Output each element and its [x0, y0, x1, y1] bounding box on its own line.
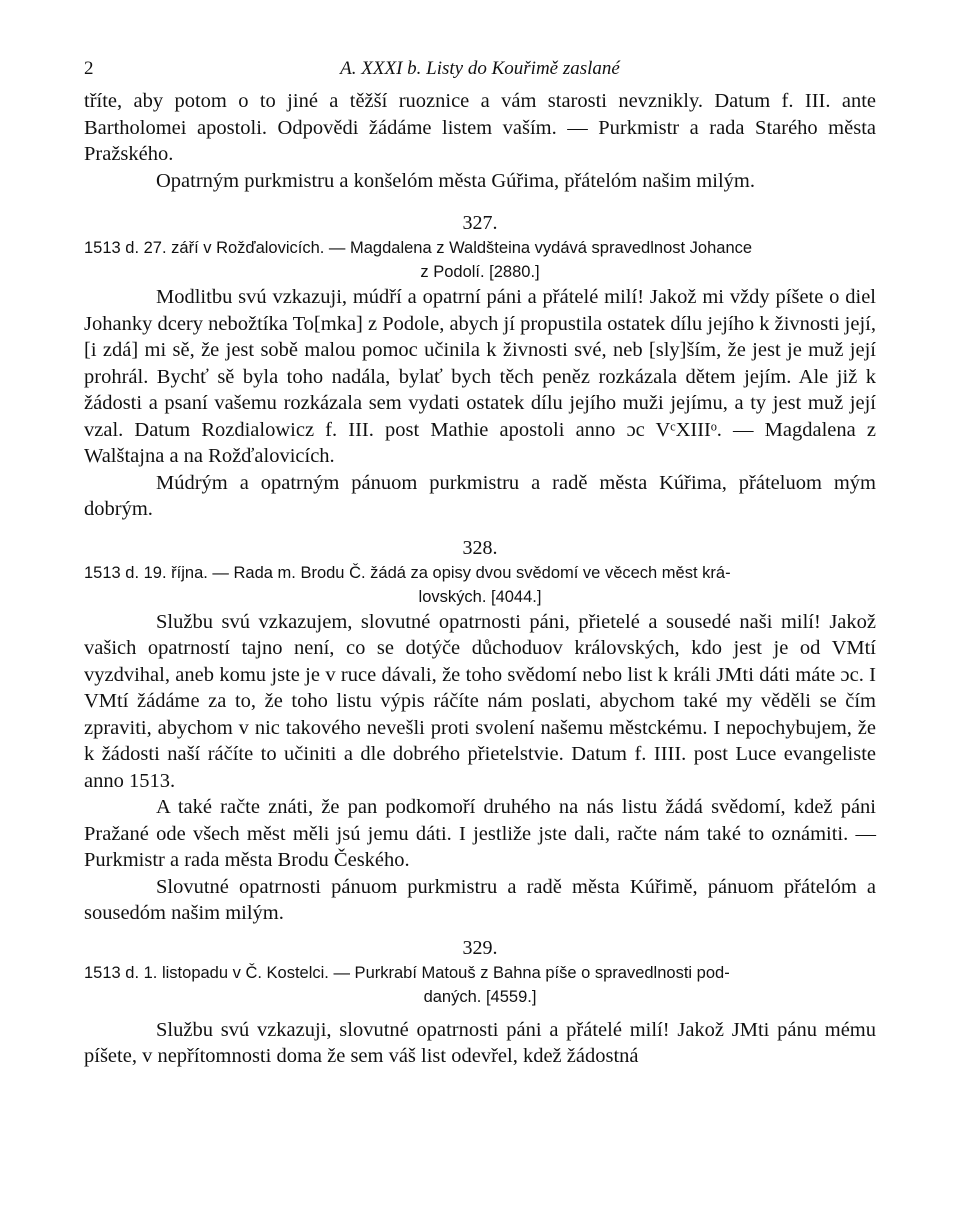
page-number: 2 — [84, 58, 94, 79]
regest-line: 1513 d. 19. října. — Rada m. Brodu Č. žádá za opisy dvou svědomí ve věcech měst krá- — [84, 563, 731, 582]
document-328 — [84, 535, 876, 927]
document-number: 328. — [462, 536, 498, 559]
document-paragraph: A také račte znáti, že pan podkomoří druhého na nás listu žádá svědomí, kdež páni Pražané ode všech měst měli jsú jemu dáti. I jestliže jste dali, račte nám také to oznámiti. — Purkmistr a rada města Brodu Českého. — [84, 796, 876, 871]
continuation-address: Opatrným purkmistru a konšelóm města Gúřima, přátelóm našim milým. — [156, 169, 755, 192]
running-header — [84, 58, 876, 88]
document-number: 329. — [462, 936, 498, 959]
document-regest — [84, 961, 876, 1009]
regest-line: 1513 d. 1. listopadu v Č. Kostelci. — Purkrabí Matouš z Bahna píše o spravedlnosti pod- — [84, 963, 730, 982]
document-regest — [84, 236, 876, 284]
document-paragraph: Modlitbu svú vzkazuji, múdří a opatrní páni a přátelé milí! Jakož mi vždy píšete o diel Johanky dcery nebožtíka To[mka] z Podole, abych jí propustila ostatek dílu jejího k živnosti její, [i zdá] mi sě, že jest sobě malou pomoc učinila k živnosti své, neb [sly]ším, že jest je muž její prohrál. Bychť sě byla toho nadála, bylať bych těch peněz rozkázala dětem jejím. Ale již k žádosti a psaní vašemu rozkázala sem vydati ostatek dílu jejího muži jejímu, a ty jest muž její vzal. Datum Rozdialowicz f. III. post Mathie apostoli anno ɔc VᶜXIIIᵒ. — Magdalena z Walštajna a na Rožďalovicích. — [84, 286, 876, 467]
document-number: 327. — [462, 212, 498, 234]
regest-last-line: z Podolí. [2880.] — [420, 263, 540, 281]
running-title: A. XXXI b. Listy do Kouřimě zaslané — [340, 58, 620, 79]
document-address: Múdrým a opatrným pánuom purkmistru a radě města Kúřima, přáteluom mým dobrým. — [84, 471, 876, 520]
document-address: Slovutné opatrnosti pánuom purkmistru a radě města Kúřimě, pánuom přátelóm a sousedóm našim milým. — [84, 875, 876, 924]
page — [84, 58, 876, 1070]
regest-line: 1513 d. 27. září v Rožďalovicích. — Magdalena z Waldšteina vydává spravedlnost Johance — [84, 239, 753, 257]
document-paragraph: Službu svú vzkazujem, slovutné opatrnosti páni, přietelé a sousedé naši milí! Jakož vašich opatrností tajno není, co se dotýče důchoduov královských, kdo jest je od VMtí vyzdvihal, aneb komu jste je v ruce dávali, že toho svědomí nebo list k králi JMti dáti máte ɔc. I VMtí žádáme za to, že toho listu výpis ráčíte nám poslati, abychom také my věděli se čím zpraviti, abychom v nic takového nevešli proti svolení našemu městckému. I nepochybujem, že k žádosti naší ráčíte to učiniti a dle dobrého přietelstvie. Datum f. IIII. post Luce evangeliste anno 1513. — [84, 610, 876, 792]
document-327 — [84, 210, 876, 523]
continuation-paragraph: tříte, aby potom o to jiné a těžší ruoznice a vám starosti nevznikly. Datum f. III. ante Bartholomei apostoli. Odpovědi žádáme listem vaším. — Purkmistr a rada Starého města Pražského. — [84, 90, 876, 165]
document-329 — [84, 935, 876, 1070]
regest-last-line: lovských. [4044.] — [418, 587, 542, 606]
regest-last-line: daných. [4559.] — [423, 987, 537, 1006]
document-regest — [84, 561, 876, 609]
document-paragraph: Službu svú vzkazuji, slovutné opatrnosti páni a přátelé milí! Jakož JMti pánu mému píšete, v nepřítomnosti doma že sem váš list odevřel, kdež žádostná — [84, 1018, 876, 1067]
